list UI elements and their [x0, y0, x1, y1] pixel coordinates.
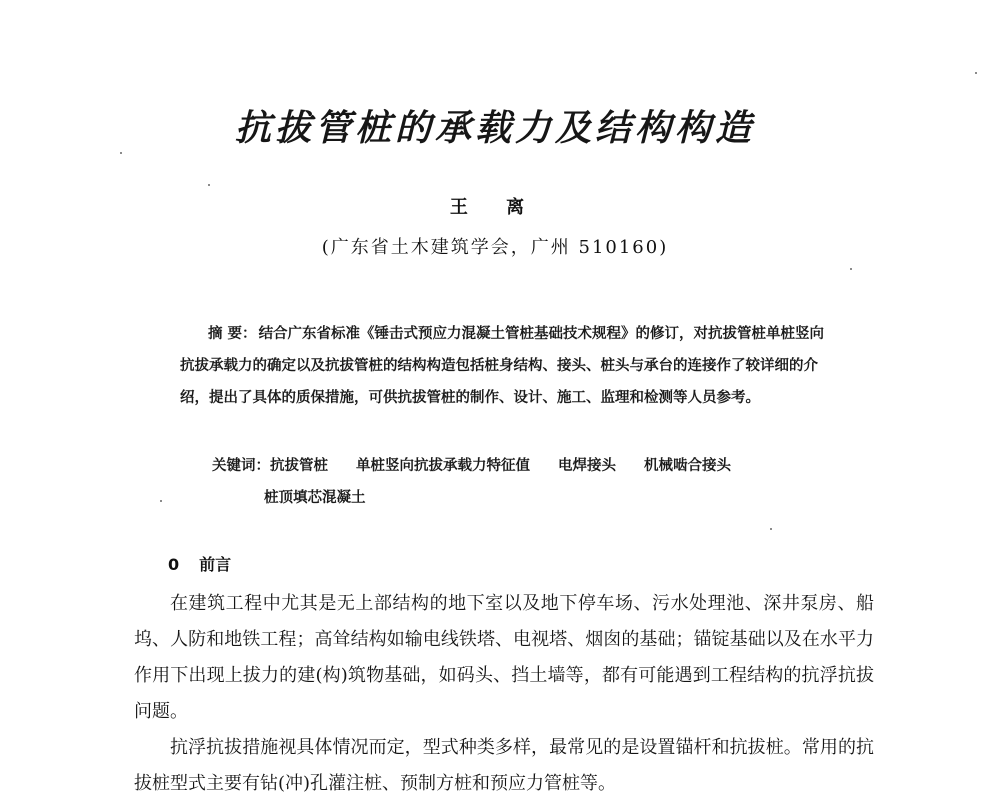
keyword-item: 机械啮合接头 [644, 457, 731, 474]
paragraph: 在建筑工程中尤其是无上部结构的地下室以及地下停车场、污水处理池、深井泵房、船坞、人防和地铁工程；高耸结构如输电线铁塔、电视塔、烟囱的基础；锚锭基础以及在水平力作用下出现上拔力的建(构)筑物基础，如码头、挡土墙等，都有可能遇到工程结构的抗浮抗拔问题。 [134, 593, 874, 722]
keyword-item: 抗拔管桩 [270, 457, 328, 474]
abstract-text: 结合广东省标准《锤击式预应力混凝土管桩基础技术规程》的修订，对抗拔管桩单桩竖向抗拔承载力的确定以及抗拔管桩的结构构造包括桩身结构、接头、桩头与承台的连接作了较详细的介绍，提出了具体的质保措施，可供抗拔管桩的制作、设计、施工、监理和检测等人员参考。 [180, 325, 825, 406]
keyword-item: 电焊接头 [558, 457, 616, 474]
abstract-block [180, 318, 830, 414]
author-name: 王 离 [449, 197, 541, 218]
scan-speck [850, 268, 852, 270]
scan-speck [120, 152, 122, 154]
paper-title: 抗拔管桩的承载力及结构构造 [234, 107, 755, 149]
section-number: 0 [168, 555, 180, 574]
scan-speck [208, 184, 210, 186]
section-heading [168, 552, 231, 575]
body-text [134, 586, 874, 802]
scan-speck [160, 500, 162, 502]
keywords-block [212, 450, 832, 514]
author-affiliation: (广东省土木建筑学会，广州 510160) [321, 237, 669, 258]
scan-speck [975, 72, 977, 74]
keyword-item: 桩顶填芯混凝土 [264, 489, 366, 506]
keyword-item: 单桩竖向抗拔承载力特征值 [356, 457, 530, 474]
paragraph: 抗浮抗拔措施视具体情况而定，型式种类多样，最常见的是设置锚杆和抗拔桩。常用的抗拔桩型式主要有钻(冲)孔灌注桩、预制方桩和预应力管桩等。 [134, 737, 874, 794]
scan-speck [770, 528, 772, 530]
section-title: 前言 [199, 555, 232, 574]
keywords-label: 关键词： [212, 457, 270, 474]
abstract-label: 摘 要： [208, 325, 257, 342]
